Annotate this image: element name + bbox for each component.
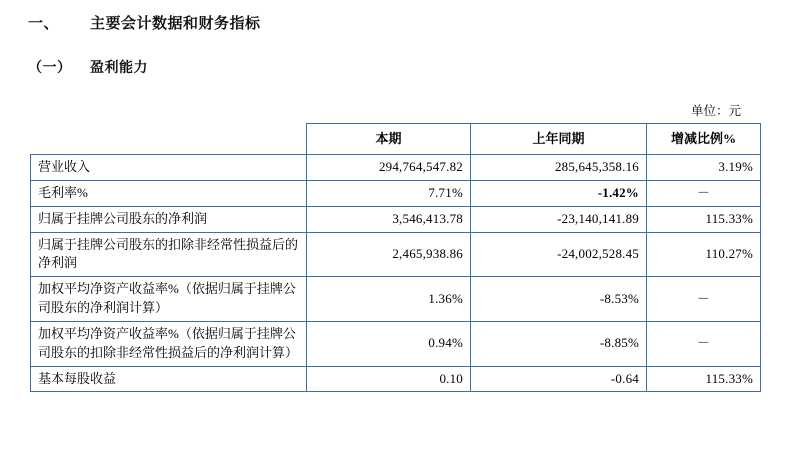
table-row — [31, 206, 761, 232]
row-label: 营业收入 — [31, 155, 307, 181]
row-label: 加权平均净资产收益率%（依据归属于挂牌公司股东的扣除非经常性损益后的净利润计算） — [31, 321, 307, 366]
row-previous: -8.53% — [471, 277, 647, 322]
row-previous: -8.85% — [471, 321, 647, 366]
section-heading-2 — [28, 57, 789, 77]
section-heading-2-text: 盈利能力 — [90, 61, 148, 76]
table-body — [31, 155, 761, 392]
document-page — [0, 12, 789, 449]
row-current: 3,546,413.78 — [307, 206, 471, 232]
row-current: 294,764,547.82 — [307, 155, 471, 181]
table-header-current: 本期 — [307, 124, 471, 155]
table-header-blank — [31, 124, 307, 155]
section-heading-1-text: 主要会计数据和财务指标 — [90, 16, 261, 32]
row-label: 归属于挂牌公司股东的扣除非经常性损益后的净利润 — [31, 232, 307, 277]
table-header-change: 增减比例% — [647, 124, 761, 155]
row-change: 115.33% — [647, 206, 761, 232]
unit-note: 单位：元 — [690, 104, 741, 118]
row-label: 加权平均净资产收益率%（依据归属于挂牌公司股东的净利润计算） — [31, 277, 307, 322]
row-change: － — [647, 180, 761, 206]
section-heading-1-number: 一、 — [28, 16, 60, 32]
row-current: 1.36% — [307, 277, 471, 322]
row-change: 115.33% — [647, 366, 761, 392]
row-current: 0.94% — [307, 321, 471, 366]
row-current: 7.71% — [307, 180, 471, 206]
table-row — [31, 277, 761, 322]
section-heading-1 — [28, 12, 789, 33]
row-current: 0.10 — [307, 366, 471, 392]
row-previous: -23,140,141.89 — [471, 206, 647, 232]
table-row — [31, 321, 761, 366]
financial-table — [30, 123, 761, 392]
row-previous: 285,645,358.16 — [471, 155, 647, 181]
row-current: 2,465,938.86 — [307, 232, 471, 277]
table-row — [31, 232, 761, 277]
table-row — [31, 180, 761, 206]
row-previous: -1.42% — [471, 180, 647, 206]
table-row — [31, 155, 761, 181]
row-change: － — [647, 321, 761, 366]
table-header-previous: 上年同期 — [471, 124, 647, 155]
table-row — [31, 366, 761, 392]
row-label: 基本每股收益 — [31, 366, 307, 392]
row-label: 归属于挂牌公司股东的净利润 — [31, 206, 307, 232]
row-label: 毛利率% — [31, 180, 307, 206]
row-previous: -0.64 — [471, 366, 647, 392]
section-heading-2-number: （一） — [28, 61, 72, 76]
row-change: 110.27% — [647, 232, 761, 277]
table-header-row — [31, 124, 761, 155]
row-previous: -24,002,528.45 — [471, 232, 647, 277]
row-change: 3.19% — [647, 155, 761, 181]
row-change: － — [647, 277, 761, 322]
